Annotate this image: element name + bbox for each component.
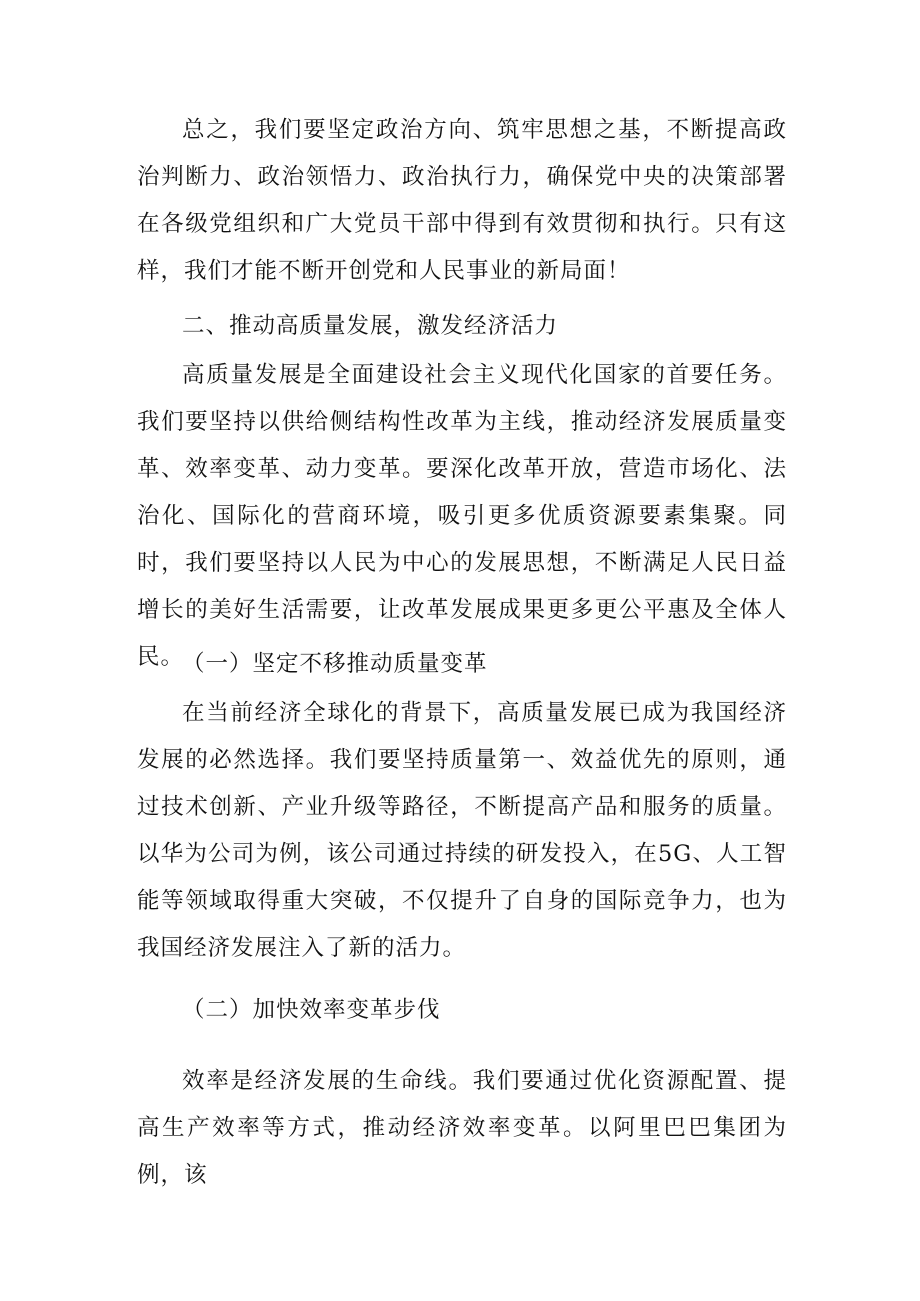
paragraph-high-quality-development: 高质量发展是全面建设社会主义现代化国家的首要任务。我们要坚持以供给侧结构性改革为主线，推动经济发展质量变革、效率变革、动力变革。要深化改革开放，营造市场化、法治化、国际化的营商环境，吸引更多优质资源要素集聚。同时，我们要坚持以人民为中心的发展思想，不断满足人民日益增长的美好生活需要，让改革发展成果更多更公平惠及全体人民。 bbox=[137, 362, 787, 670]
paragraph-efficiency-reform: 效率是经济发展的生命线。我们要通过优化资源配置、提高生产效率等方式，推动经济效率变革。以阿里巴巴集团为例，该 bbox=[137, 1068, 787, 1188]
paragraph-conclusion: 总之，我们要坚定政治方向、筑牢思想之基，不断提高政治判断力、政治领悟力、政治执行力，确保党中央的决策部署在各级党组织和广大党员干部中得到有效贯彻和执行。只有这样，我们才能不断开创党和人民事业的新局面！ bbox=[137, 117, 787, 284]
subsection-heading-quality-reform: （一）坚定不移推动质量变革 bbox=[182, 651, 488, 677]
section-heading-high-quality-development: 二、推动高质量发展，激发经济活力 bbox=[182, 313, 559, 339]
paragraph-quality-reform: 在当前经济全球化的背景下，高质量发展已成为我国经济发展的必然选择。我们要坚持质量第一、效益优先的原则，通过技术创新、产业升级等路径，不断提高产品和服务的质量。以华为公司为例，该公司通过持续的研发投入，在5G、人工智能等领域取得重大突破，不仅提升了自身的国际竞争力，也为我国经济发展注入了新的活力。 bbox=[137, 700, 787, 961]
subsection-heading-efficiency-reform: （二）加快效率变革步伐 bbox=[182, 997, 441, 1023]
